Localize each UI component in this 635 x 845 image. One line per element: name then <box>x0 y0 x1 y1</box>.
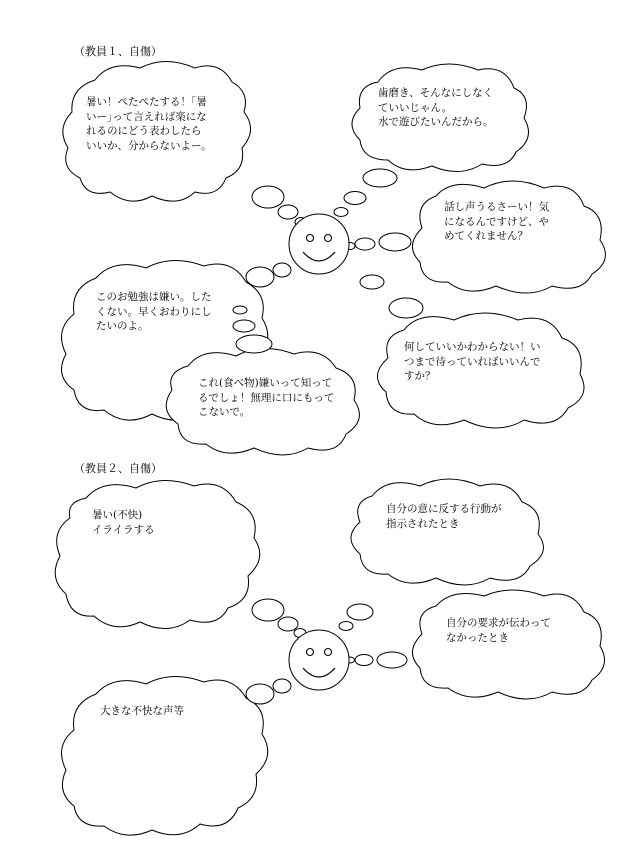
smiley-face-icon-2 <box>289 630 349 690</box>
thought-text-1c: 話し声うるさーい！気 になるんですけど、や めてくれません？ <box>444 201 549 242</box>
thought-text-1a: 暑い！ぺたぺたする！｢暑 いー｣って言えれば楽にな れるのにどう表わしたら いいか、分からないよー。 <box>86 96 212 152</box>
thought-cloud-2b <box>351 479 543 585</box>
smiley-face-icon-1 <box>289 214 349 274</box>
thought-text-1e: 何していいかわからない！い つまで待っていればいいんで すか？ <box>404 341 541 382</box>
thought-text-1d: このお勉強は嫌い。した くない。早くおわりにし たいのよ。 <box>96 291 212 332</box>
section-1-label: （教員１、自傷） <box>74 45 162 58</box>
thought-text-2d: 大きな不快な声等 <box>100 705 184 717</box>
thought-text-1b: 歯磨き、そんなにしなく ていいじゃん。 水で遊びたいんだから。 <box>378 87 494 128</box>
thought-cloud-2a <box>55 480 260 628</box>
section-2-label: （教員２、自傷） <box>74 462 162 475</box>
thought-cloud-2d <box>62 676 268 835</box>
thought-text-2b: 自分の意に反する行動が 指示されたとき <box>386 503 502 530</box>
thought-text-2c: 自分の要求が伝わって なかったとき <box>446 617 551 644</box>
thought-text-1f: これ(食べ物)嫌いって知って るでしょ！無理に口にもって こないで。 <box>198 377 335 418</box>
thought-text-2a: 暑い(不快) イライラする <box>92 509 155 536</box>
